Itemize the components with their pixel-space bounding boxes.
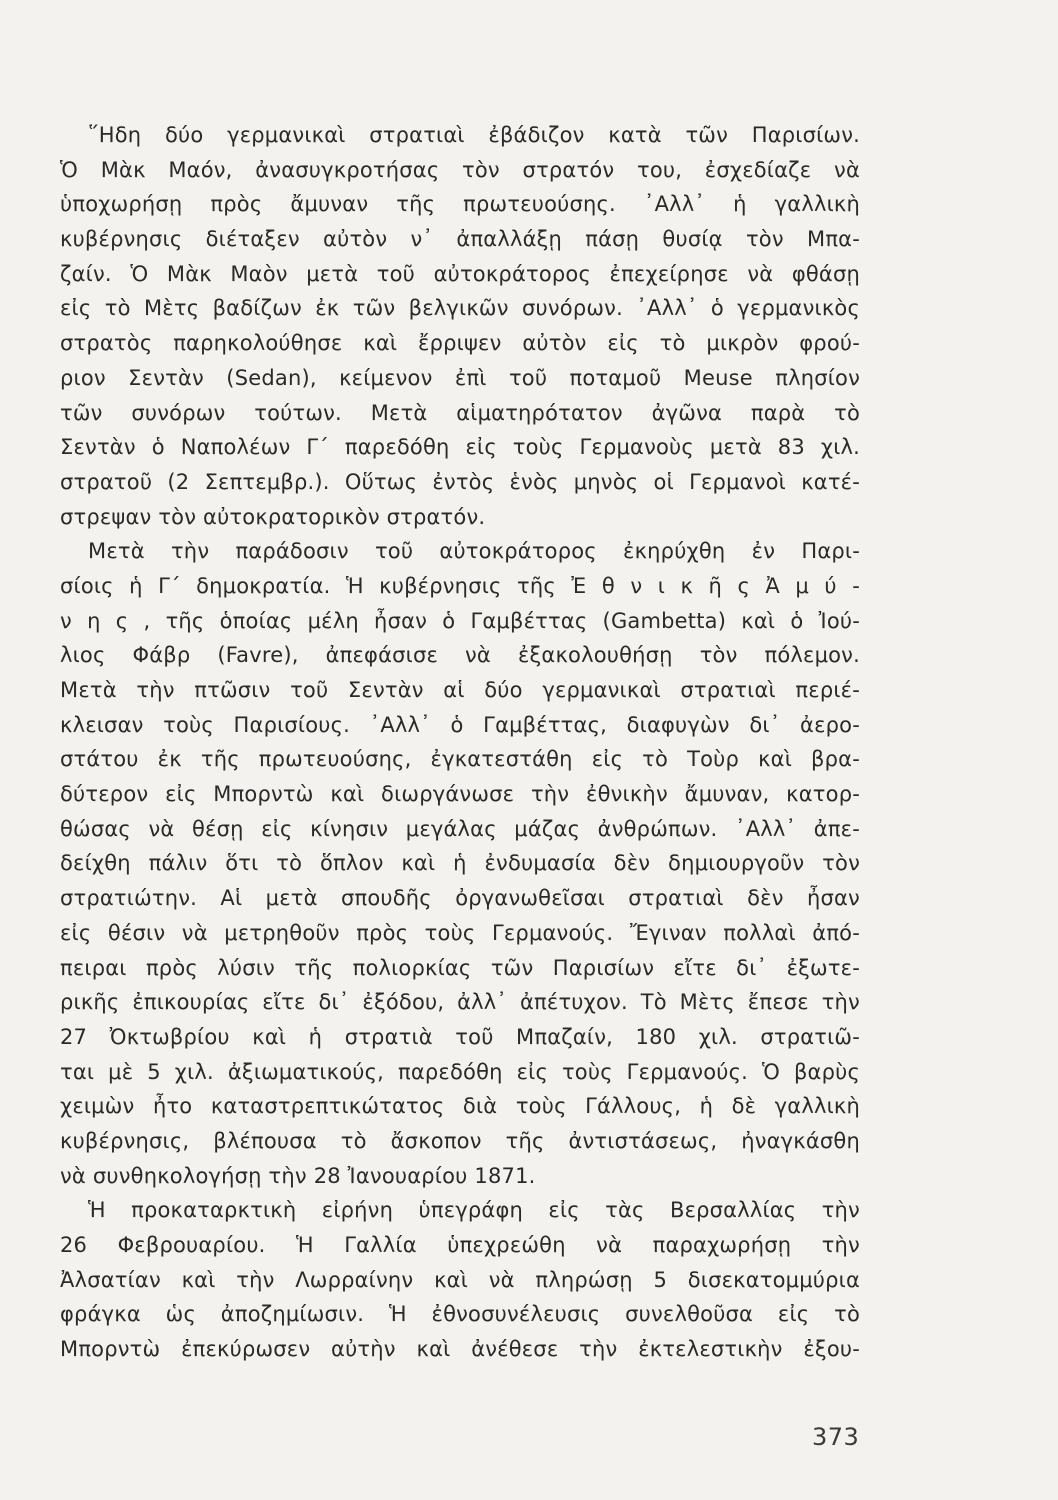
text-line: νὰ συνθηκολογήσῃ τὴν 28 Ἰανουαρίου 1871.: [60, 1163, 536, 1188]
text-line: ριον Σεντὰν (Sedan), κείμενον ἐπὶ τοῦ ποταμοῦ Meuse πλησίον: [60, 365, 860, 390]
text-line: δείχθη πάλιν ὅτι τὸ ὅπλον καὶ ἡ ἐνδυμασία δὲν δημιουργοῦν τὸν: [60, 851, 860, 876]
text-line: Ὁ Μὰκ Μαόν, ἀνασυγκροτήσας τὸν στρατόν του, ἐσχεδίαζε νὰ: [60, 157, 860, 182]
text-line: 26 Φεβρουαρίου. Ἡ Γαλλία ὑπεχρεώθη νὰ παραχωρήσῃ τὴν: [60, 1233, 860, 1257]
text-line: στάτου ἐκ τῆς πρωτευούσης, ἐγκατεστάθη εἰς τὸ Τοὺρ καὶ βρα-: [60, 747, 860, 772]
text-line: εἰς τὸ Μὲτς βαδίζων ἐκ τῶν βελγικῶν συνόρων. ᾿Αλλ᾿ ὁ γερμανικὸς: [60, 296, 860, 321]
page-number: 373: [812, 1423, 860, 1451]
text-line: ρικῆς ἐπικουρίας εἴτε δι᾿ ἐξόδου, ἀλλ᾿ ἀπέτυχον. Τὸ Μὲτς ἔπεσε τὴν: [60, 990, 860, 1015]
text-line: στρατὸς παρηκολούθησε καὶ ἔρριψεν αὐτὸν εἰς τὸ μικρὸν φρού-: [60, 331, 860, 356]
text-line: τῶν συνόρων τούτων. Μετὰ αἱματηρότατον ἀγῶνα παρὰ τὸ: [60, 400, 860, 425]
text-line: στρατοῦ (2 Σεπτεμβρ.). Οὕτως ἐντὸς ἑνὸς μηνὸς οἱ Γερμανοὶ κατέ-: [60, 469, 860, 494]
text-line: ῞Ηδη δύο γερμανικαὶ στρατιαὶ ἐβάδιζον κατὰ τῶν Παρισίων.: [88, 123, 860, 147]
text-line: εἰς θέσιν νὰ μετρηθοῦν πρὸς τοὺς Γερμανούς. Ἔγιναν πολλαὶ ἀπό-: [60, 920, 860, 945]
text-line: κλεισαν τοὺς Παρισίους. ᾿Αλλ᾿ ὁ Γαμβέττας, διαφυγὼν δι᾿ ἀερο-: [60, 712, 860, 737]
text-line: φράγκα ὡς ἀποζημίωσιν. Ἡ ἐθνοσυνέλευσις συνελθοῦσα εἰς τὸ: [60, 1302, 860, 1327]
text-line: ζαίν. Ὁ Μὰκ Μαὸν μετὰ τοῦ αὐτοκράτορος ἐπεχείρησε νὰ φθάσῃ: [60, 261, 860, 286]
text-line: σίοις ἡ Γ΄ δημοκρατία. Ἡ κυβέρνησις τῆς Ἐ θ ν ι κ ῆ ς Ἀ μ ύ -: [60, 573, 860, 598]
text-line: χειμὼν ἦτο καταστρεπτικώτατος διὰ τοὺς Γάλλους, ἡ δὲ γαλλικὴ: [60, 1094, 860, 1119]
text-line: Μπορντὼ ἐπεκύρωσεν αὐτὴν καὶ ἀνέθεσε τὴν ἐκτελεστικὴν ἐξου-: [60, 1337, 860, 1362]
text-line: στρατιώτην. Αἱ μετὰ σπουδῆς ὀργανωθεῖσαι στρατιαὶ δὲν ἦσαν: [60, 886, 860, 911]
text-line: στρεψαν τὸν αὐτοκρατορικὸν στρατόν.: [60, 504, 486, 529]
text-line: κυβέρνησις διέταξεν αὐτὸν ν᾿ ἀπαλλάξῃ πάσῃ θυσίᾳ τὸν Μπα-: [60, 227, 860, 252]
text-line: λιος Φάβρ (Favre), ἀπεφάσισε νὰ ἐξακολουθήσῃ τὸν πόλεμον.: [60, 643, 860, 668]
text-line: Σεντὰν ὁ Ναπολέων Γ΄ παρεδόθη εἰς τοὺς Γερμανοὺς μετὰ 83 χιλ.: [60, 435, 860, 460]
text-line: πειραι πρὸς λύσιν τῆς πολιορκίας τῶν Παρισίων εἴτε δι᾿ ἐξωτε-: [60, 955, 860, 980]
text-line: Ἡ προκαταρκτικὴ εἰρήνη ὑπεγράφη εἰς τὰς Βερσαλλίας τὴν: [88, 1198, 860, 1223]
text-line: θώσας νὰ θέσῃ εἰς κίνησιν μεγάλας μάζας ἀνθρώπων. ᾿Αλλ᾿ ἀπε-: [60, 816, 860, 841]
text-line: Μετὰ τὴν πτῶσιν τοῦ Σεντὰν αἱ δύο γερμανικαὶ στρατιαὶ περιέ-: [60, 678, 860, 702]
text-line: Μετὰ τὴν παράδοσιν τοῦ αὐτοκράτορος ἐκηρύχθη ἐν Παρι-: [88, 539, 860, 564]
body-text: [60, 118, 860, 1367]
text-line: δύτερον εἰς Μπορντὼ καὶ διωργάνωσε τὴν ἐθνικὴν ἄμυναν, κατορ-: [60, 782, 860, 807]
text-line: ὑποχωρήσῃ πρὸς ἄμυναν τῆς πρωτευούσης. ᾿Αλλ᾿ ἡ γαλλικὴ: [60, 192, 860, 217]
text-line: Ἀλσατίαν καὶ τὴν Λωρραίνην καὶ νὰ πληρώσῃ 5 δισεκατομμύρια: [60, 1267, 860, 1292]
text-line: ν η ς , τῆς ὁποίας μέλη ἦσαν ὁ Γαμβέττας (Gambetta) καὶ ὁ Ἰού-: [60, 608, 860, 633]
text-line: κυβέρνησις, βλέπουσα τὸ ἄσκοπον τῆς ἀντιστάσεως, ἠναγκάσθη: [60, 1128, 860, 1153]
text-line: ται μὲ 5 χιλ. ἀξιωματικούς, παρεδόθη εἰς τοὺς Γερμανούς. Ὁ βαρὺς: [60, 1059, 860, 1084]
text-line: 27 Ὀκτωβρίου καὶ ἡ στρατιὰ τοῦ Μπαζαίν, 180 χιλ. στρατιῶ-: [60, 1024, 860, 1049]
